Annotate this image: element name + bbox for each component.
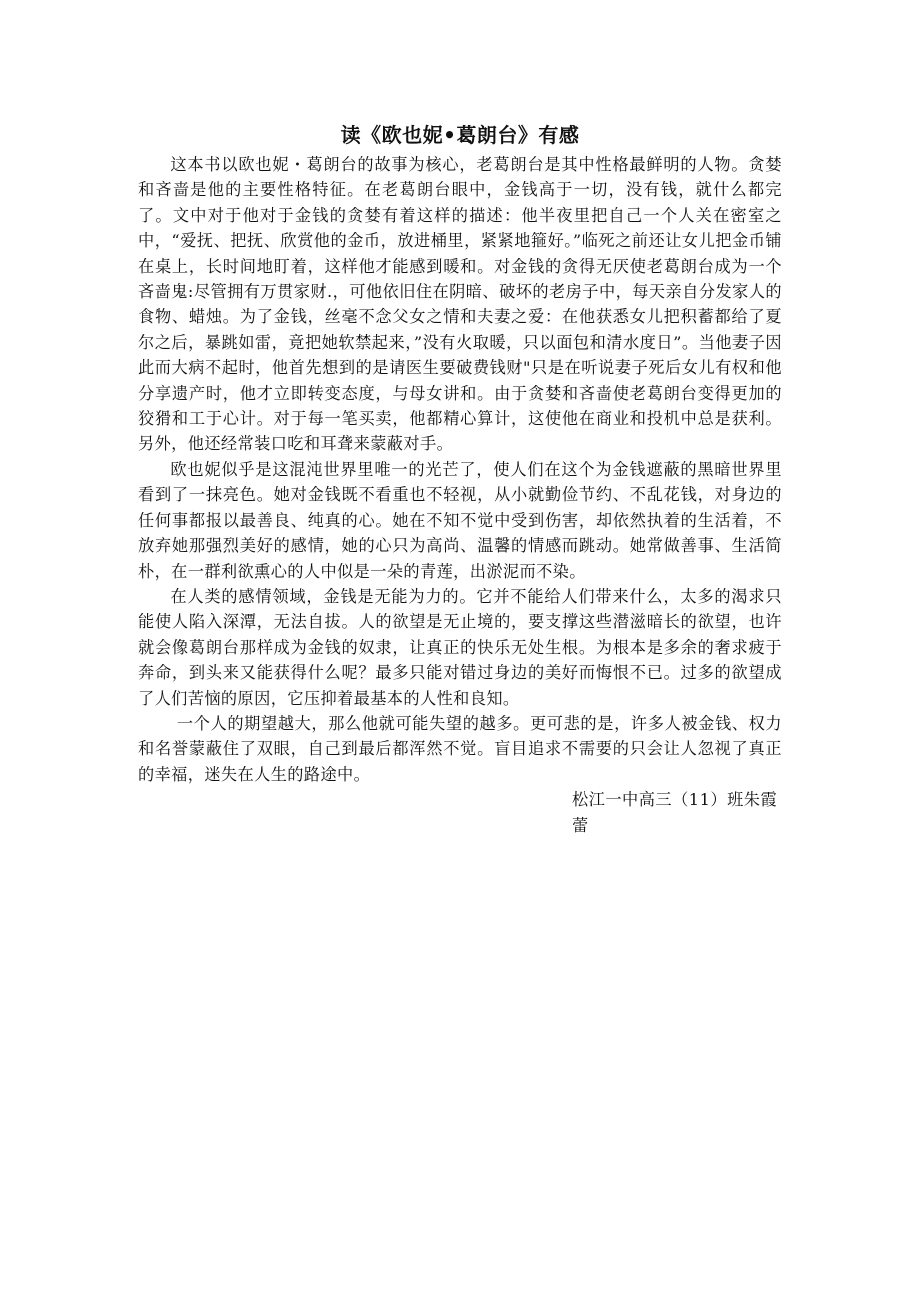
signature-block [138, 787, 782, 838]
document-body [138, 118, 782, 838]
author-signature: 松江一中高三（11）班朱霞蕾 [572, 790, 778, 835]
paragraph-1: 这本书以欧也妮・葛朗台的故事为核心，老葛朗台是其中性格最鲜明的人物。贪婪和吝啬是他的主要性格特征。在老葛朗台眼中，金钱高于一切，没有钱，就什么都完了。文中对于他对于金钱的贪婪有着这样的描述：他半夜里把自己一个人关在密室之中，“爱抚、把抚、欣赏他的金币，放进桶里，紧紧地箍好。”临死之前还让女儿把金币铺在桌上，长时间地盯着，这样他才能感到暖和。对金钱的贪得无厌使老葛朗台成为一个吝啬鬼:尽管拥有万贯家财.，可他依旧住在阴暗、破坏的老房子中，每天亲自分发家人的食物、蜡烛。为了金钱，丝毫不念父女之情和夫妻之爱：在他获悉女儿把积蓄都给了夏尔之后，暴跳如雷，竟把她软禁起来，”没有火取暖，只以面包和清水度日”。当他妻子因此而大病不起时，他首先想到的是请医生要破费钱财"只是在听说妻子死后女儿有权和他分享遗产时，他才立即转变态度，与母女讲和。由于贪婪和吝啬使老葛朗台变得更加的狡猾和工于心计。对于每一笔买卖，他都精心算计，这使他在商业和投机中总是获利。另外，他还经常装口吃和耳聋来蒙蔽对手。 [138, 155, 782, 454]
paragraph-2: 欧也妮似乎是这混沌世界里唯一的光芒了，使人们在这个为金钱遮蔽的黑暗世界里看到了一抹亮色。她对金钱既不看重也不轻视，从小就勤俭节约、不乱花钱，对身边的任何事都报以最善良、纯真的心。她在不知不觉中受到伤害，却依然执着的生活着，不放弃她那强烈美好的感情，她的心只为高尚、温馨的情感而跳动。她常做善事、生活简朴，在一群利欲熏心的人中似是一朵的青莲，出淤泥而不染。 [138, 459, 782, 581]
paragraph-4: 一个人的期望越大，那么他就可能失望的越多。更可悲的是，许多人被金钱、权力和名誉蒙蔽住了双眼，自己到最后都浑然不觉。盲目追求不需要的只会让人忽视了真正的幸福，迷失在人生的路途中。 [138, 713, 782, 784]
document-title: 读《欧也妮•葛朗台》有感 [340, 123, 580, 147]
paragraph-3: 在人类的感情领域，金钱是无能为力的。它并不能给人们带来什么，太多的渴求只能使人陷入深潭，无法自拔。人的欲望是无止境的，要支撑这些潜滋暗长的欲望，也许就会像葛朗台那样成为金钱的奴隶，让真正的快乐无处生根。为根本是多余的奢求疲于奔命，到头来又能获得什么呢？最多只能对错过身边的美好而悔恨不已。过多的欲望成了人们苦恼的原因，它压抑着最基本的人性和良知。 [138, 586, 782, 708]
